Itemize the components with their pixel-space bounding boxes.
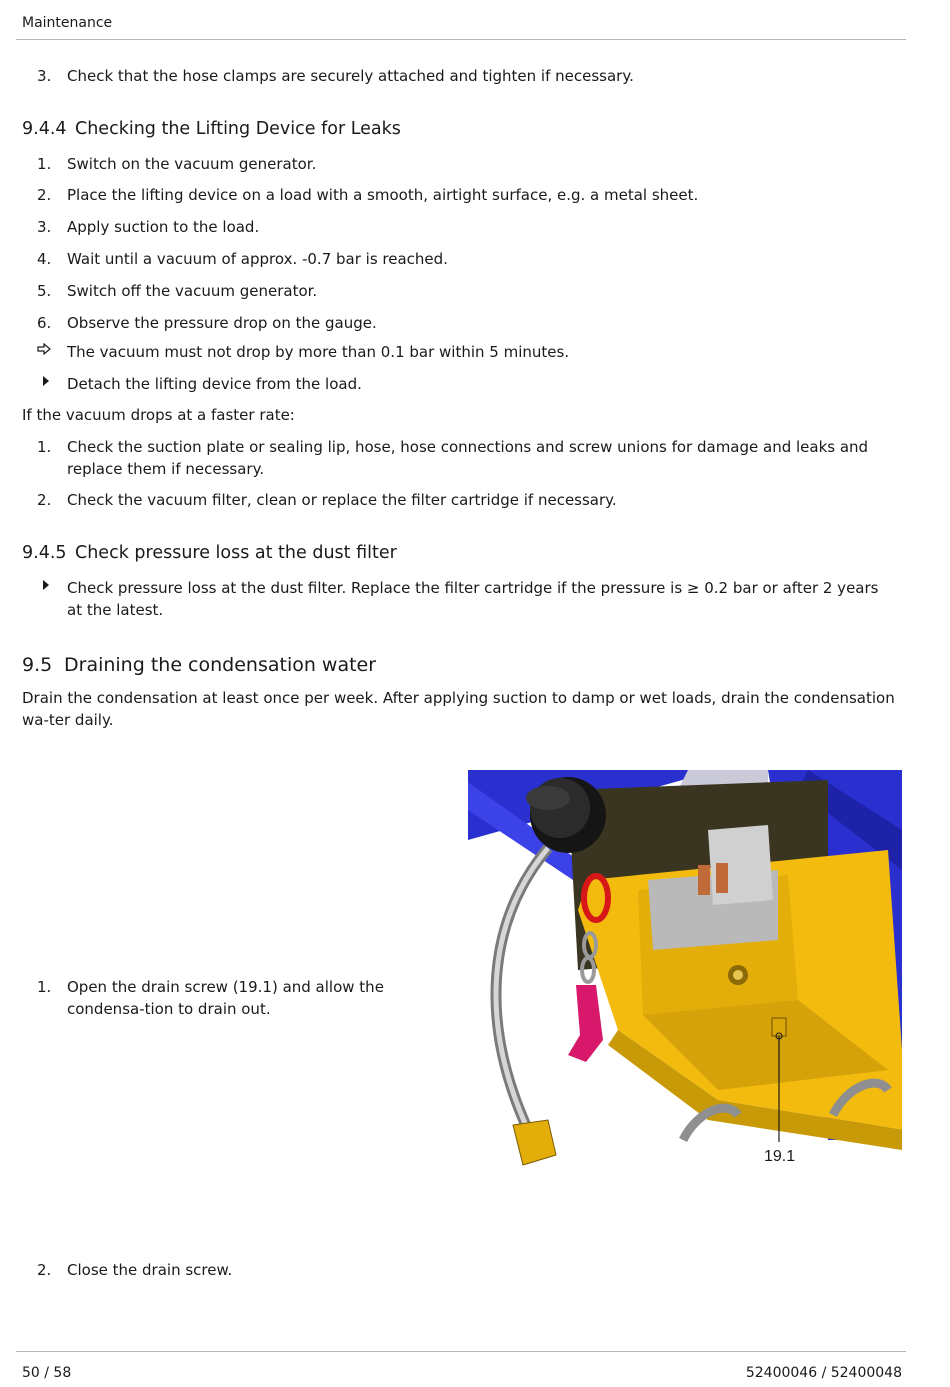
step-number: 4. — [37, 250, 52, 268]
step-text: Check that the hose clamps are securely attached and tighten if necessary. — [67, 67, 634, 85]
action-text: Detach the lifting device from the load. — [67, 375, 362, 393]
step-number: 1. — [37, 438, 52, 456]
document-number: 52400046 / 52400048 — [745, 1365, 902, 1381]
step-number: 1. — [37, 978, 52, 996]
step-number: 2. — [37, 491, 52, 509]
section-title: Checking the Lifting Device for Leaks — [75, 119, 401, 139]
condition-text: If the vacuum drops at a faster rate: — [22, 406, 295, 424]
figure-callout-label: 19.1 — [764, 1148, 796, 1165]
drain-screw-figure — [468, 770, 902, 1170]
section-title: Check pressure loss at the dust filter — [75, 543, 397, 563]
section-heading-9-5 — [22, 654, 376, 676]
section-heading-9-4-4 — [22, 119, 401, 139]
step-text: Observe the pressure drop on the gauge. — [67, 314, 377, 332]
step-text: Apply suction to the load. — [67, 218, 260, 236]
step-text: Wait until a vacuum of approx. -0.7 bar is reached. — [67, 250, 448, 268]
step-text: Open the drain screw (19.1) and allow the condensa-tion to drain out. — [67, 978, 384, 1018]
lifting-device-illustration — [468, 770, 902, 1170]
step-text: Switch off the vacuum generator. — [67, 282, 318, 300]
header-rule — [16, 39, 906, 40]
section-title: Draining the condensation water — [64, 654, 377, 676]
step-text: Check the suction plate or sealing lip, hose, hose connections and screw unions for damage and leaks and replace them if necessary. — [67, 438, 869, 478]
section-number: 9.4.5 — [22, 543, 67, 563]
action-text: Check pressure loss at the dust filter. Replace the filter cartridge if the pressure is ≥ 0.2 bar or after 2 years at the latest. — [67, 579, 879, 619]
step-text: Check the vacuum filter, clean or replace the filter cartridge if necessary. — [67, 491, 617, 509]
step-text: Place the lifting device on a load with a smooth, airtight surface, e.g. a metal sheet. — [67, 186, 699, 204]
header-section-title: Maintenance — [22, 15, 113, 31]
section-number: 9.5 — [22, 654, 53, 676]
section-number: 9.4.4 — [22, 119, 67, 139]
section-heading-9-4-5 — [22, 543, 397, 563]
step-text: Switch on the vacuum generator. — [67, 155, 317, 173]
action-triangle-icon — [42, 577, 50, 599]
page-number: 50 / 58 — [22, 1365, 72, 1381]
step-number: 2. — [37, 1261, 52, 1279]
step-text: Close the drain screw. — [67, 1261, 233, 1279]
step-number: 3. — [37, 67, 52, 85]
step-number: 1. — [37, 155, 52, 173]
result-arrow-icon — [37, 341, 51, 363]
result-text: The vacuum must not drop by more than 0.1 bar within 5 minutes. — [67, 343, 570, 361]
footer-rule — [16, 1351, 906, 1352]
section-intro-text: Drain the condensation at least once per week. After applying suction to damp or wet loads, drain the condensation wa-ter daily. — [22, 689, 895, 729]
step-number: 2. — [37, 186, 52, 204]
step-number: 6. — [37, 314, 52, 332]
action-triangle-icon — [42, 373, 50, 395]
step-number: 3. — [37, 218, 52, 236]
step-number: 5. — [37, 282, 52, 300]
